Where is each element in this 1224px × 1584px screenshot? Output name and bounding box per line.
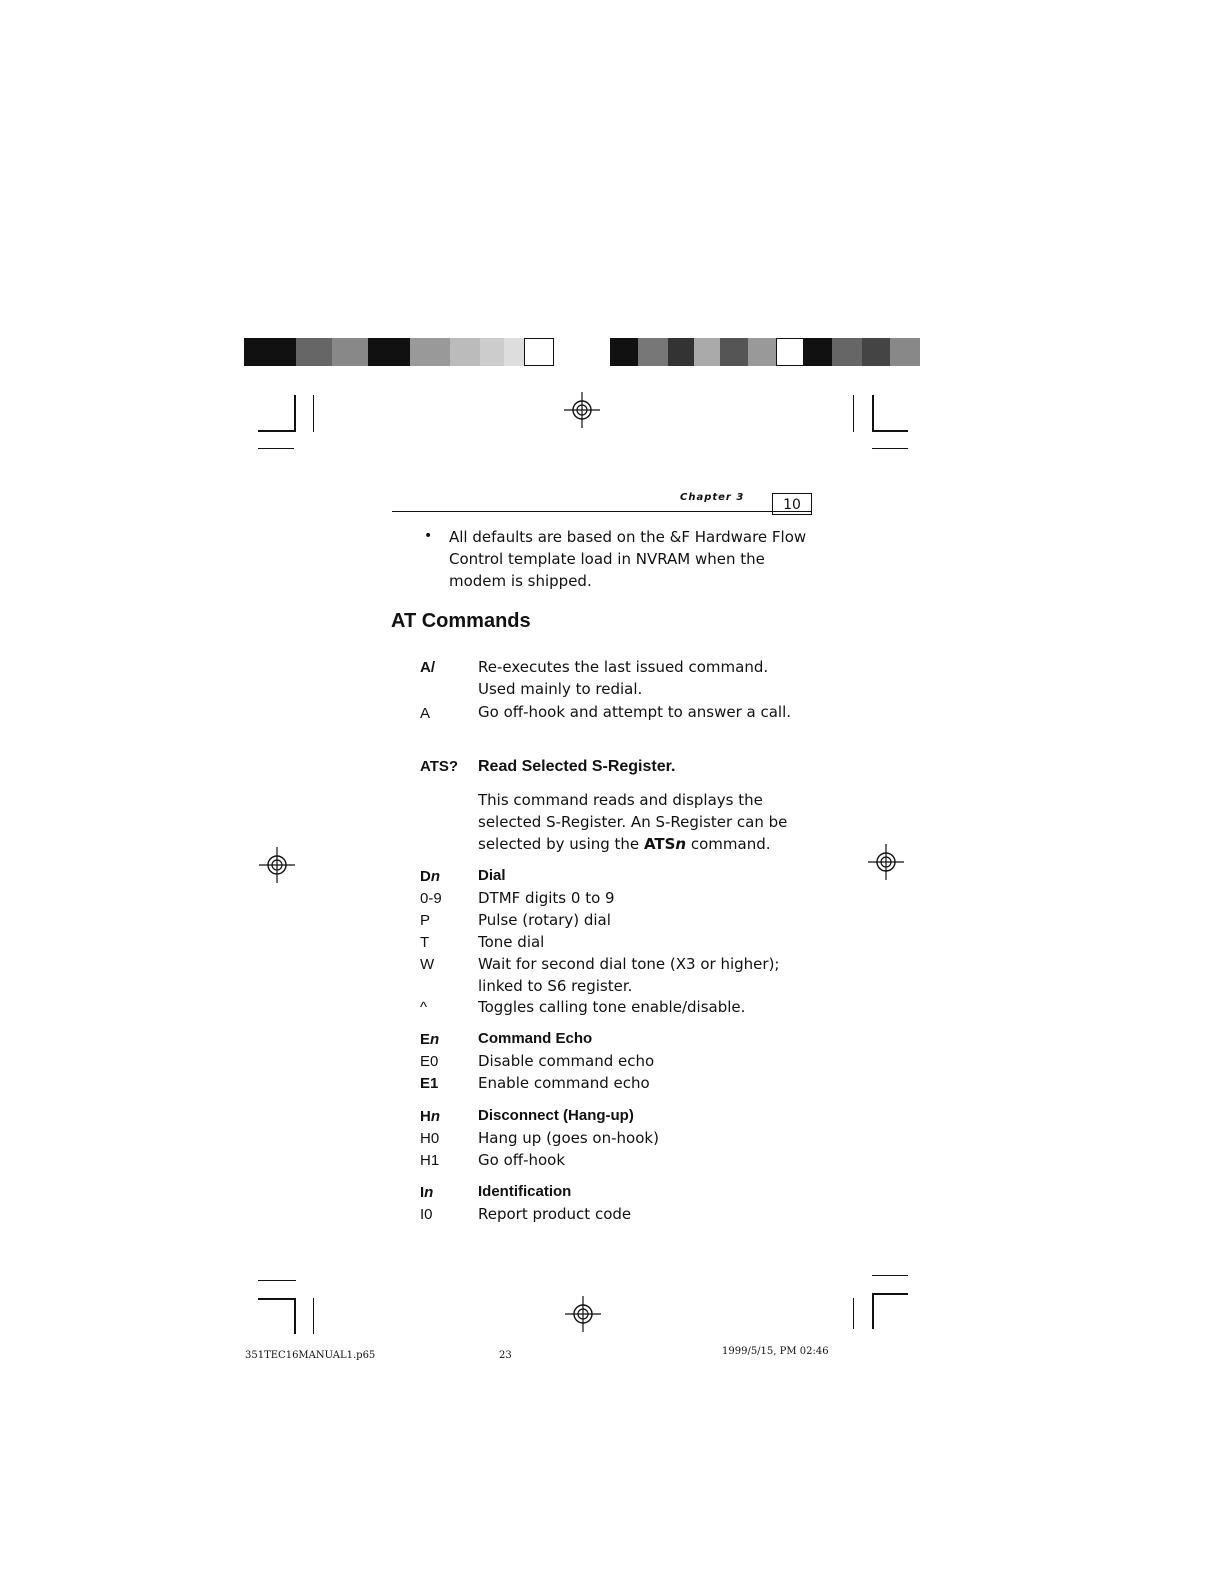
dial-option-code: W [420, 956, 435, 973]
command-code-a: A [420, 705, 431, 722]
command-code-a-slash: A/ [420, 659, 435, 676]
dial-option-desc: Wait for second dial tone (X3 or higher); linked to S6 register. [478, 955, 780, 995]
command-code-ats: ATS? [420, 758, 459, 775]
registration-target-left-icon [257, 845, 297, 885]
dial-option-desc: DTMF digits 0 to 9 [478, 889, 615, 907]
footer-timestamp: 1999/5/15, PM 02:46 [722, 1346, 829, 1357]
command-desc-ats: This command reads and displays the selected S-Register. An S-Register can be selected by using the ATSn command. [478, 791, 788, 853]
echo-option-desc: Disable command echo [478, 1052, 655, 1070]
dial-option-code: ^ [420, 999, 428, 1016]
color-bar-right [610, 338, 920, 366]
dial-option-code: P [420, 912, 431, 929]
command-code-echo: En [420, 1031, 440, 1048]
header-rule [392, 511, 812, 512]
command-code-dial: Dn [420, 868, 441, 885]
ats-command-ref: ATSn [643, 835, 687, 853]
command-title-ats: Read Selected S-Register. [478, 758, 676, 775]
echo-option-code: E1 [420, 1075, 439, 1092]
hangup-option-desc: Hang up (goes on-hook) [478, 1129, 659, 1147]
command-code-hangup: Hn [420, 1108, 441, 1125]
command-title-echo: Command Echo [478, 1030, 593, 1047]
section-title: AT Commands [391, 610, 531, 632]
command-code-ident: In [420, 1184, 434, 1201]
command-title-dial: Dial [478, 867, 506, 884]
command-title-ident: Identification [478, 1183, 572, 1200]
dial-option-desc: Tone dial [478, 933, 545, 951]
command-desc-a: Go off-hook and attempt to answer a call. [478, 703, 792, 721]
command-title-hangup: Disconnect (Hang-up) [478, 1107, 634, 1124]
page-number: 10 [772, 493, 812, 515]
hangup-option-code: H0 [420, 1130, 440, 1147]
bullet-icon: • [424, 528, 433, 544]
dial-option-desc: Toggles calling tone enable/disable. [478, 998, 746, 1016]
echo-option-desc: Enable command echo [478, 1074, 650, 1092]
hangup-option-desc: Go off-hook [478, 1151, 566, 1169]
echo-option-code: E0 [420, 1053, 439, 1070]
hangup-option-code: H1 [420, 1152, 440, 1169]
chapter-label: Chapter 3 [680, 492, 745, 503]
color-bar-left [244, 338, 554, 366]
footer-page: 23 [499, 1350, 512, 1361]
command-desc-a-slash: Re-executes the last issued command. Used mainly to redial. [478, 658, 769, 698]
dial-option-desc: Pulse (rotary) dial [478, 911, 611, 929]
dial-option-code: T [420, 934, 430, 951]
ident-option-code: I0 [420, 1206, 433, 1223]
intro-text: All defaults are based on the &F Hardware Flow Control template load in NVRAM when the modem is shipped. [449, 528, 807, 590]
registration-target-top-icon [562, 390, 602, 430]
registration-target-bottom-icon [563, 1294, 603, 1334]
footer-file-name: 351TEC16MANUAL1.p65 [245, 1350, 376, 1361]
ident-option-desc: Report product code [478, 1205, 632, 1223]
registration-target-right-icon [866, 842, 906, 882]
dial-option-code: 0-9 [420, 890, 442, 907]
